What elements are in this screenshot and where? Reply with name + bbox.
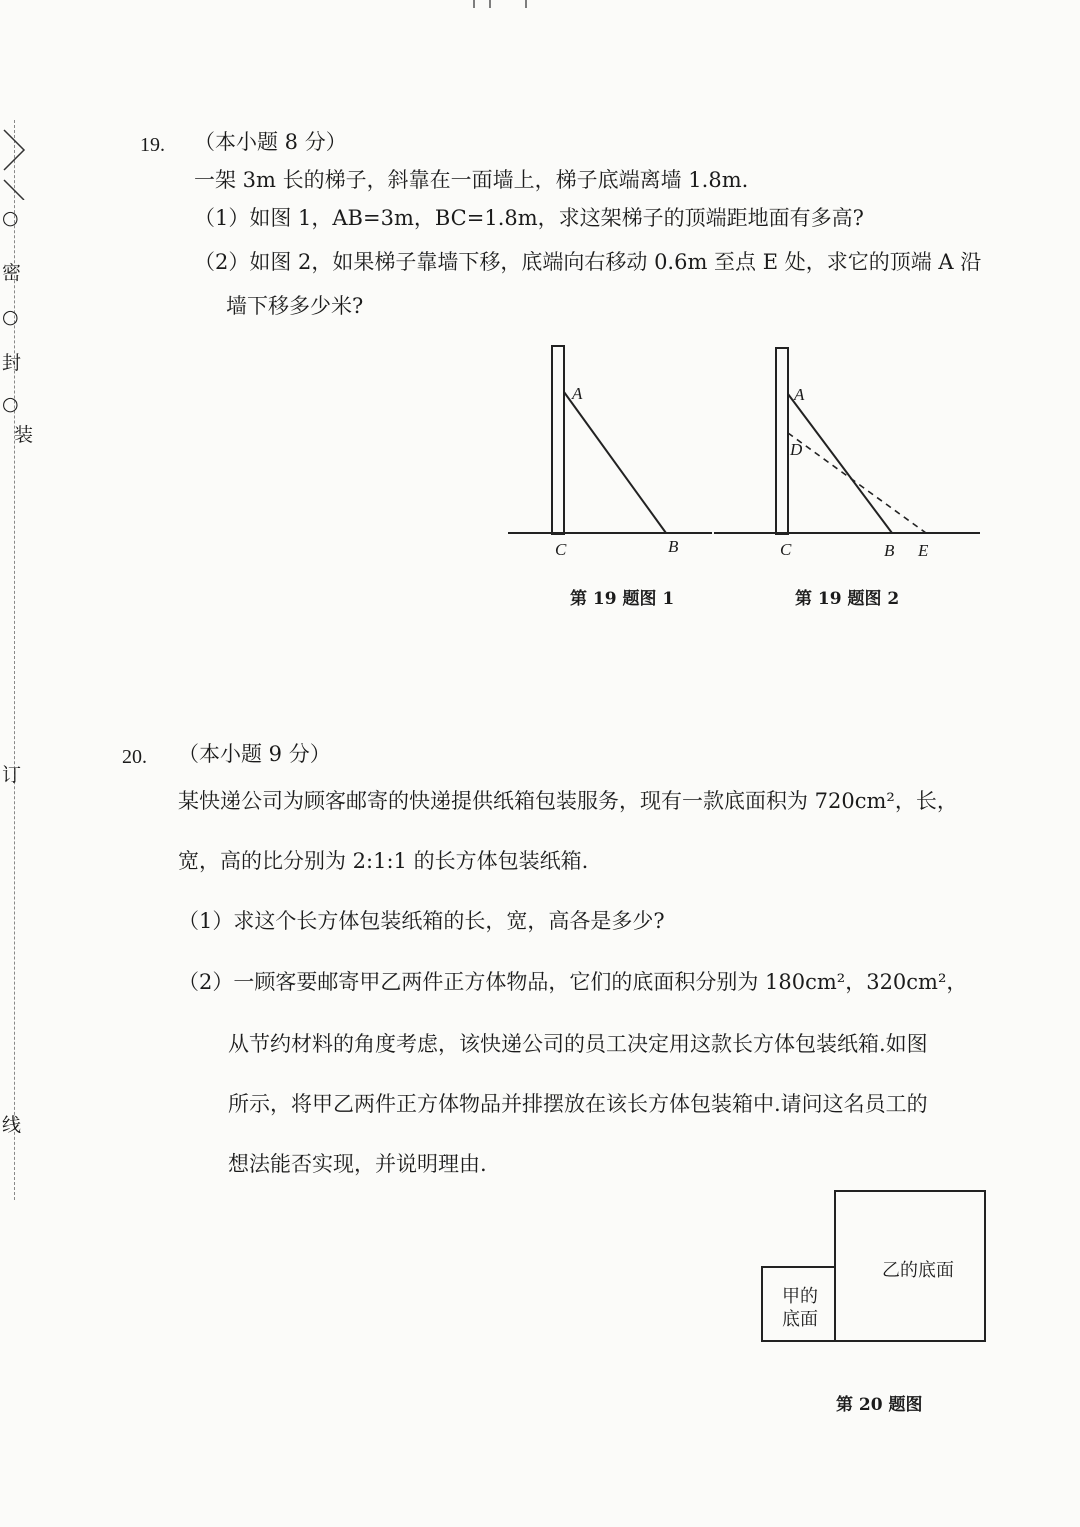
margin-marks (0, 120, 40, 200)
question-part-2-cont: 所示，将甲乙两件正方体物品并排摆放在该长方体包装箱中.请问这名员工的 (228, 1092, 928, 1116)
question-intro: 一架 3m 长的梯子，斜靠在一面墙上，梯子底端离墙 1.8m. (194, 168, 749, 192)
question-number: 19. (140, 134, 165, 156)
margin-char: 封 (2, 352, 22, 374)
jia-label-line-1: 甲的 (782, 1286, 818, 1307)
margin-char: ○ (2, 207, 19, 229)
label-c: C (555, 540, 567, 559)
margin-char: 密 (2, 262, 22, 284)
margin-char: 线 (2, 1114, 22, 1136)
question-points: （本小题 9 分） (178, 742, 331, 766)
question-part-1: （1）求这个长方体包装纸箱的长，宽，高各是多少? (178, 909, 665, 933)
label-a: A (572, 384, 583, 403)
question-part-2-cont: 墙下移多少米? (226, 294, 364, 318)
label-a: A (794, 385, 805, 404)
label-c: C (780, 540, 792, 559)
figure-19-1 (500, 340, 720, 550)
figure-caption: 第 20 题图 (836, 1395, 923, 1415)
margin-char: 装 (14, 424, 34, 446)
jia-label-line-2: 底面 (782, 1308, 818, 1330)
label-b: B (884, 541, 895, 560)
margin-char: 订 (2, 764, 22, 786)
figure-caption: 第 19 题图 2 (795, 589, 900, 609)
question-intro-cont: 宽，高的比分别为 2:1:1 的长方体包装纸箱. (178, 849, 589, 873)
question-part-2-cont: 想法能否实现，并说明理由. (228, 1152, 487, 1176)
question-part-2: （2）一顾客要邮寄甲乙两件正方体物品，它们的底面积分别为 180cm²，320cm²， (178, 970, 968, 994)
question-part-2-cont: 从节约材料的角度考虑，该快递公司的员工决定用这款长方体包装纸箱.如图 (228, 1032, 928, 1056)
top-marks (460, 0, 540, 12)
margin-char: ○ (2, 393, 19, 415)
jia-base-label (764, 1286, 836, 1331)
question-number: 20. (122, 746, 147, 768)
question-part-2: （2）如图 2，如果梯子靠墙下移，底端向右移动 0.6m 至点 E 处，求它的顶端 A 沿 (194, 250, 982, 274)
label-e: E (918, 541, 929, 560)
label-d: D (790, 440, 803, 459)
question-intro: 某快递公司为顾客邮寄的快递提供纸箱包装服务，现有一款底面积为 720cm²，长， (178, 789, 958, 813)
question-points: （本小题 8 分） (194, 130, 347, 154)
yi-base-label: 乙的底面 (882, 1260, 954, 1281)
question-part-1: （1）如图 1，AB=3m，BC=1.8m，求这架梯子的顶端距地面有多高? (194, 206, 864, 230)
figure-caption: 第 19 题图 1 (570, 589, 675, 609)
margin-char: ○ (2, 306, 19, 328)
label-b: B (668, 537, 679, 556)
figure-19-2 (710, 340, 990, 550)
